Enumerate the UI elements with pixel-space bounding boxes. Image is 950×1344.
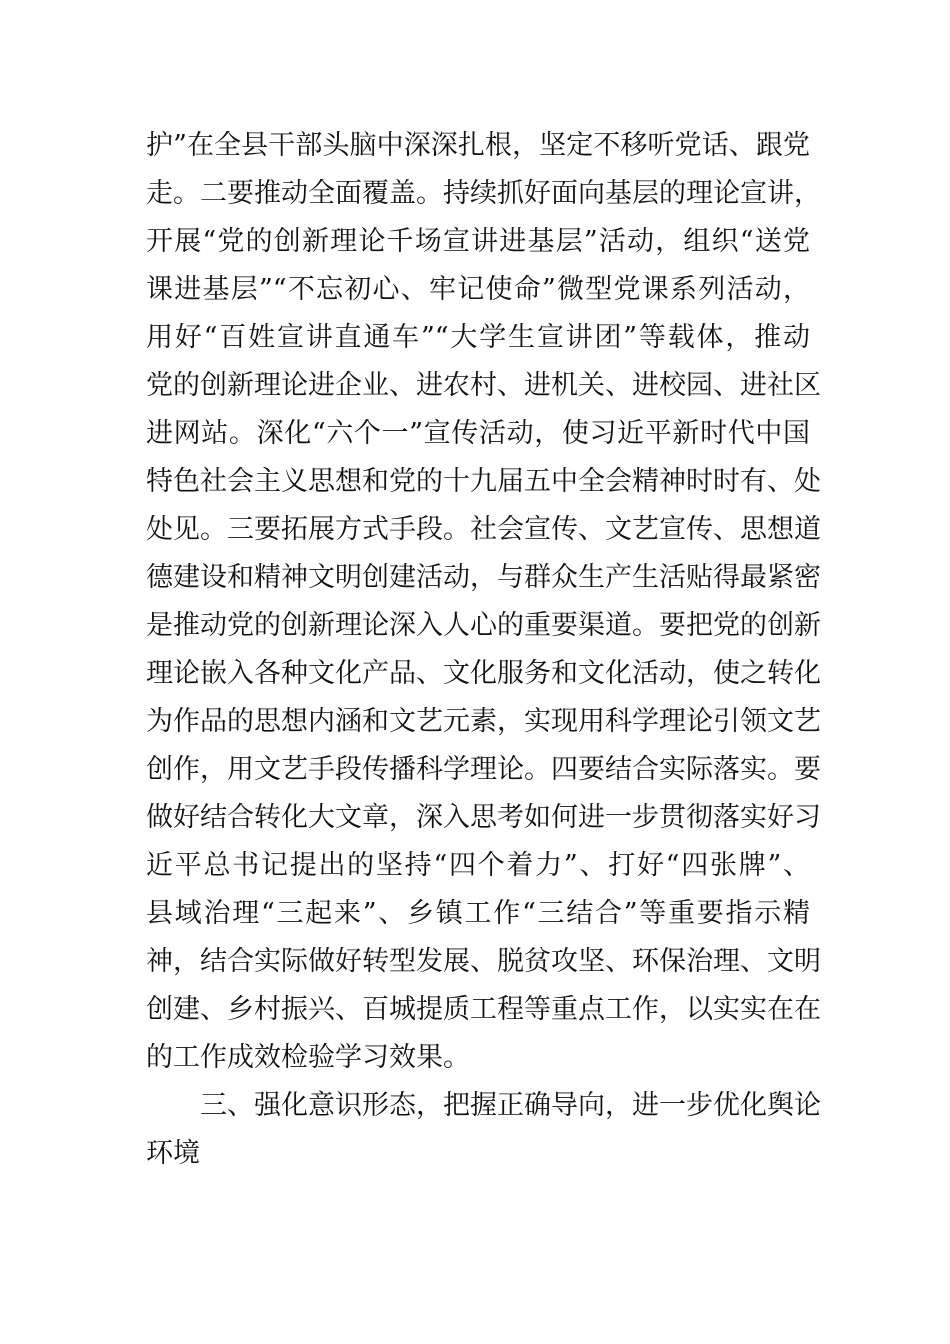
body-paragraph bbox=[146, 122, 821, 1082]
paragraph-line: 县域治理“三起来”、乡镇工作“三结合”等重要指示精 bbox=[146, 898, 810, 929]
paragraph-line: 创作，用文艺手段传播科学理论。四要结合实际落实。要 bbox=[146, 754, 821, 785]
paragraph-line: 党的创新理论进企业、进农村、进机关、进校园、进社区 bbox=[146, 370, 821, 401]
paragraph-line: 理论嵌入各种文化产品、文化服务和文化活动，使之转化 bbox=[146, 658, 821, 689]
paragraph-line: 的工作成效检验学习效果。 bbox=[146, 1042, 470, 1073]
paragraph-line: 用好“百姓宣讲直通车”“大学生宣讲团”等载体，推动 bbox=[146, 322, 810, 353]
paragraph-line: 是推动党的创新理论深入人心的重要渠道。要把党的创新 bbox=[146, 610, 821, 641]
paragraph-line: 处见。三要拓展方式手段。社会宣传、文艺宣传、思想道 bbox=[146, 514, 821, 545]
paragraph-line: 特色社会主义思想和党的十九届五中全会精神时时有、处 bbox=[146, 466, 821, 497]
paragraph-line: 神，结合实际做好转型发展、脱贫攻坚、环保治理、文明 bbox=[146, 946, 821, 977]
paragraph-line: 进网站。深化“六个一”宣传活动，使习近平新时代中国 bbox=[146, 418, 810, 449]
paragraph-line: 创建、乡村振兴、百城提质工程等重点工作，以实实在在 bbox=[146, 994, 821, 1025]
paragraph-line: 为作品的思想内涵和文艺元素，实现用科学理论引领文艺 bbox=[146, 706, 821, 737]
paragraph-line: 德建设和精神文明创建活动，与群众生产生活贴得最紧密 bbox=[146, 562, 821, 593]
paragraph-line: 近平总书记提出的坚持“四个着力”、打好“四张牌”、 bbox=[146, 850, 810, 881]
heading-line: 三、强化意识形态，把握正确导向，进一步优化舆论 bbox=[200, 1090, 821, 1121]
paragraph-line: 走。二要推动全面覆盖。持续抓好面向基层的理论宣讲， bbox=[146, 178, 821, 209]
paragraph-line: 护”在全县干部头脑中深深扎根，坚定不移听党话、跟党 bbox=[146, 130, 810, 161]
paragraph-line: 开展“党的创新理论千场宣讲进基层”活动，组织“送党 bbox=[146, 226, 810, 257]
heading-line: 环境 bbox=[146, 1138, 200, 1169]
section-heading bbox=[146, 1082, 821, 1178]
paragraph-line: 课进基层”“不忘初心、牢记使命”微型党课系列活动， bbox=[146, 274, 810, 305]
paragraph-line: 做好结合转化大文章，深入思考如何进一步贯彻落实好习 bbox=[146, 802, 821, 833]
body-text bbox=[146, 122, 821, 1178]
